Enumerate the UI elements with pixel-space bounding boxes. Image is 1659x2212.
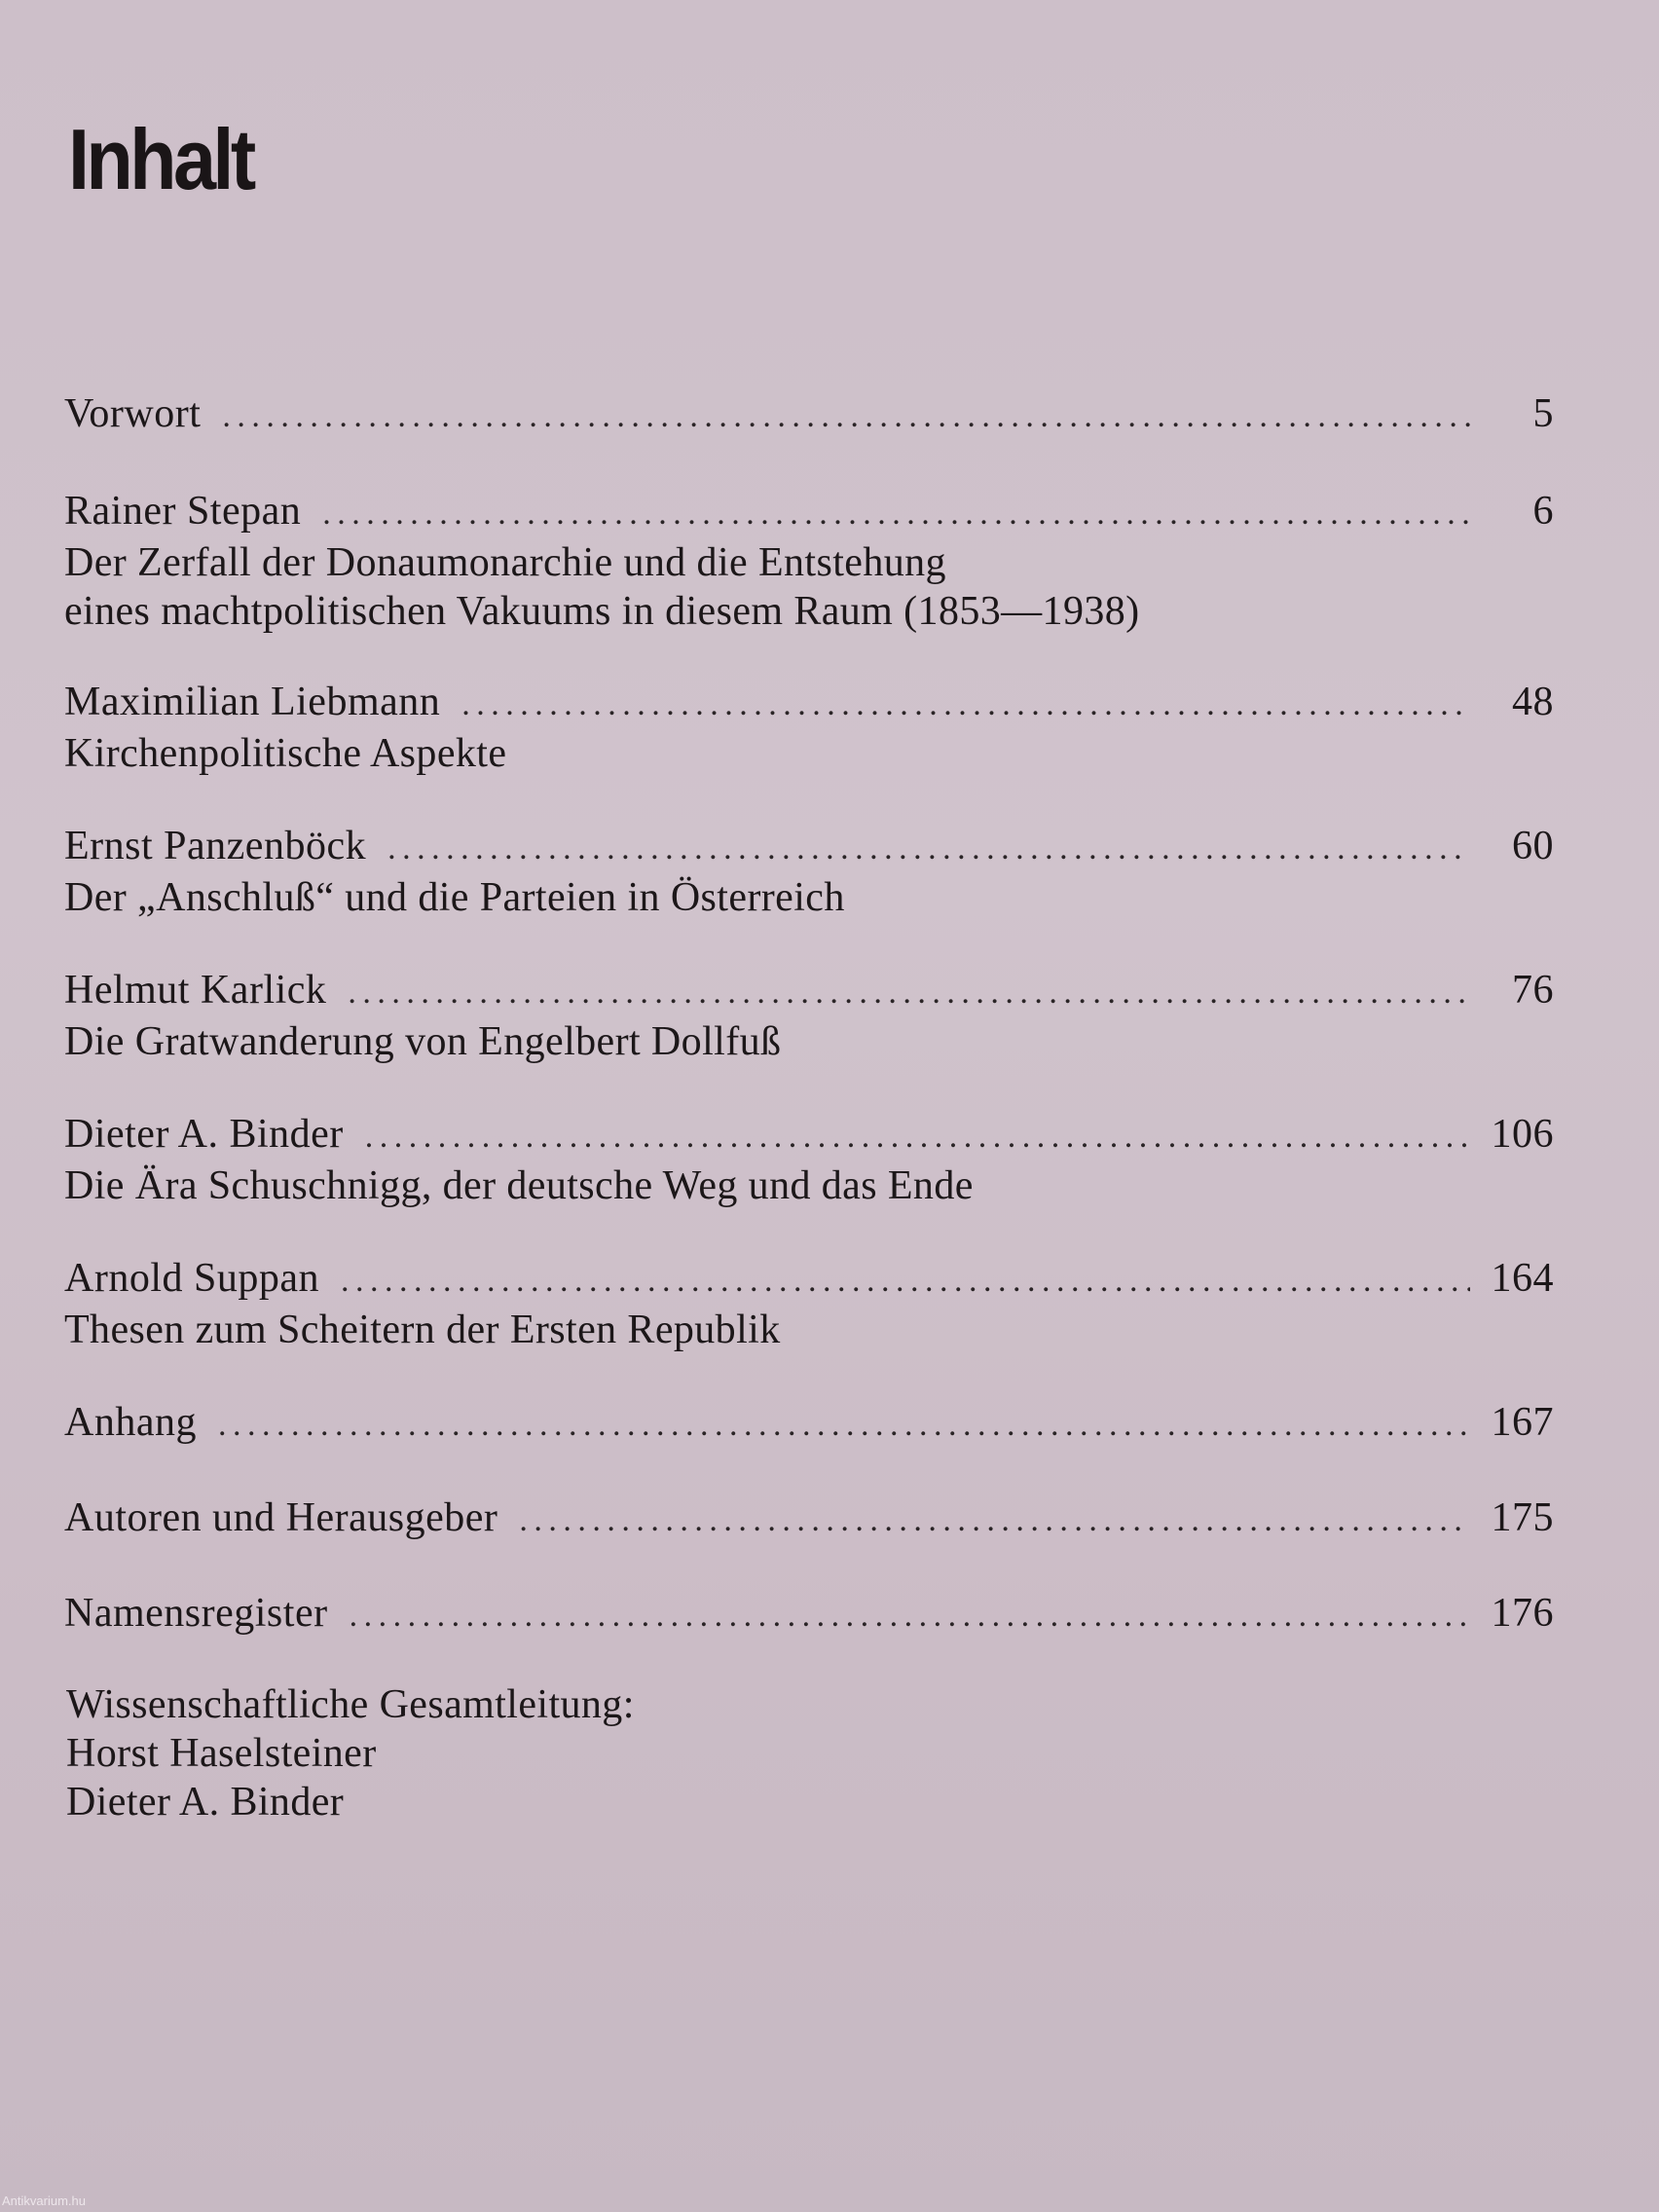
toc-entry-vorwort <box>64 389 1554 441</box>
page-heading: Inhalt <box>68 111 253 207</box>
dot-leader <box>350 1592 1470 1641</box>
dot-leader <box>348 969 1470 1017</box>
toc-entry-subtitle: Die Gratwanderung von Engelbert Dollfuß <box>64 1019 782 1064</box>
toc-page-number: 48 <box>1512 680 1554 724</box>
toc-entry-author: Rainer Stepan <box>64 489 302 534</box>
toc-entry-title: Autoren und Herausgeber <box>64 1495 498 1540</box>
credits-label: Wissenschaftliche Gesamtleitung: <box>66 1682 635 1727</box>
toc-page-number: 164 <box>1491 1256 1554 1301</box>
toc-entry-panzenboeck <box>64 822 1554 922</box>
toc-entry-subtitle: Die Ära Schuschnigg, der deutsche Weg und das Ende <box>64 1163 974 1208</box>
toc-entry-author: Helmut Karlick <box>64 968 327 1013</box>
toc-entry-subtitle: Der Zerfall der Donaumonarchie und die Entstehung <box>64 540 946 585</box>
toc-page-number: 76 <box>1512 968 1554 1013</box>
toc-page-number: 175 <box>1491 1495 1554 1540</box>
toc-entry-subtitle: Der „Anschluß“ und die Parteien in Österreich <box>64 875 845 920</box>
toc-entry-title: Anhang <box>64 1400 197 1445</box>
toc-entry-namensregister <box>64 1589 1554 1641</box>
dot-leader <box>222 392 1470 441</box>
toc-entry-autoren <box>64 1493 1554 1545</box>
credits-block <box>66 1680 635 1826</box>
credits-name: Horst Haselsteiner <box>66 1731 377 1776</box>
toc-entry-suppan <box>64 1254 1554 1354</box>
toc-page-number: 60 <box>1512 824 1554 868</box>
dot-leader <box>461 681 1470 729</box>
toc-page-number: 6 <box>1532 489 1554 534</box>
toc-entry-author: Maximilian Liebmann <box>64 680 441 724</box>
toc-entry-subtitle: Kirchenpolitische Aspekte <box>64 731 507 776</box>
toc-entry-title: Namensregister <box>64 1591 328 1636</box>
toc-entry-karlick <box>64 966 1554 1066</box>
dot-leader <box>341 1257 1470 1306</box>
toc-entry-author: Ernst Panzenböck <box>64 824 367 868</box>
toc-entry-subtitle: Thesen zum Scheitern der Ersten Republik <box>64 1308 781 1352</box>
toc-entry-subtitle: eines machtpolitischen Vakuums in diesem Raum (1853—1938) <box>64 589 1140 634</box>
watermark: Antikvarium.hu <box>2 2194 86 2208</box>
toc-entry-author: Arnold Suppan <box>64 1256 319 1301</box>
dot-leader <box>387 825 1470 873</box>
dot-leader <box>519 1496 1469 1545</box>
toc-entry-title: Vorwort <box>64 391 202 436</box>
dot-leader <box>322 490 1470 538</box>
toc-page-number: 167 <box>1491 1400 1554 1445</box>
toc-entry-liebmann <box>64 678 1554 778</box>
dot-leader <box>218 1401 1470 1450</box>
toc-entry-anhang <box>64 1398 1554 1450</box>
toc-entry-binder <box>64 1110 1554 1210</box>
credits-name: Dieter A. Binder <box>66 1780 345 1825</box>
toc-entry-stepan <box>64 487 1554 636</box>
toc-page-number: 106 <box>1491 1112 1554 1157</box>
dot-leader <box>365 1113 1470 1161</box>
toc-entry-author: Dieter A. Binder <box>64 1112 344 1157</box>
toc-page-number: 176 <box>1491 1591 1554 1636</box>
toc-page-number: 5 <box>1532 391 1554 436</box>
